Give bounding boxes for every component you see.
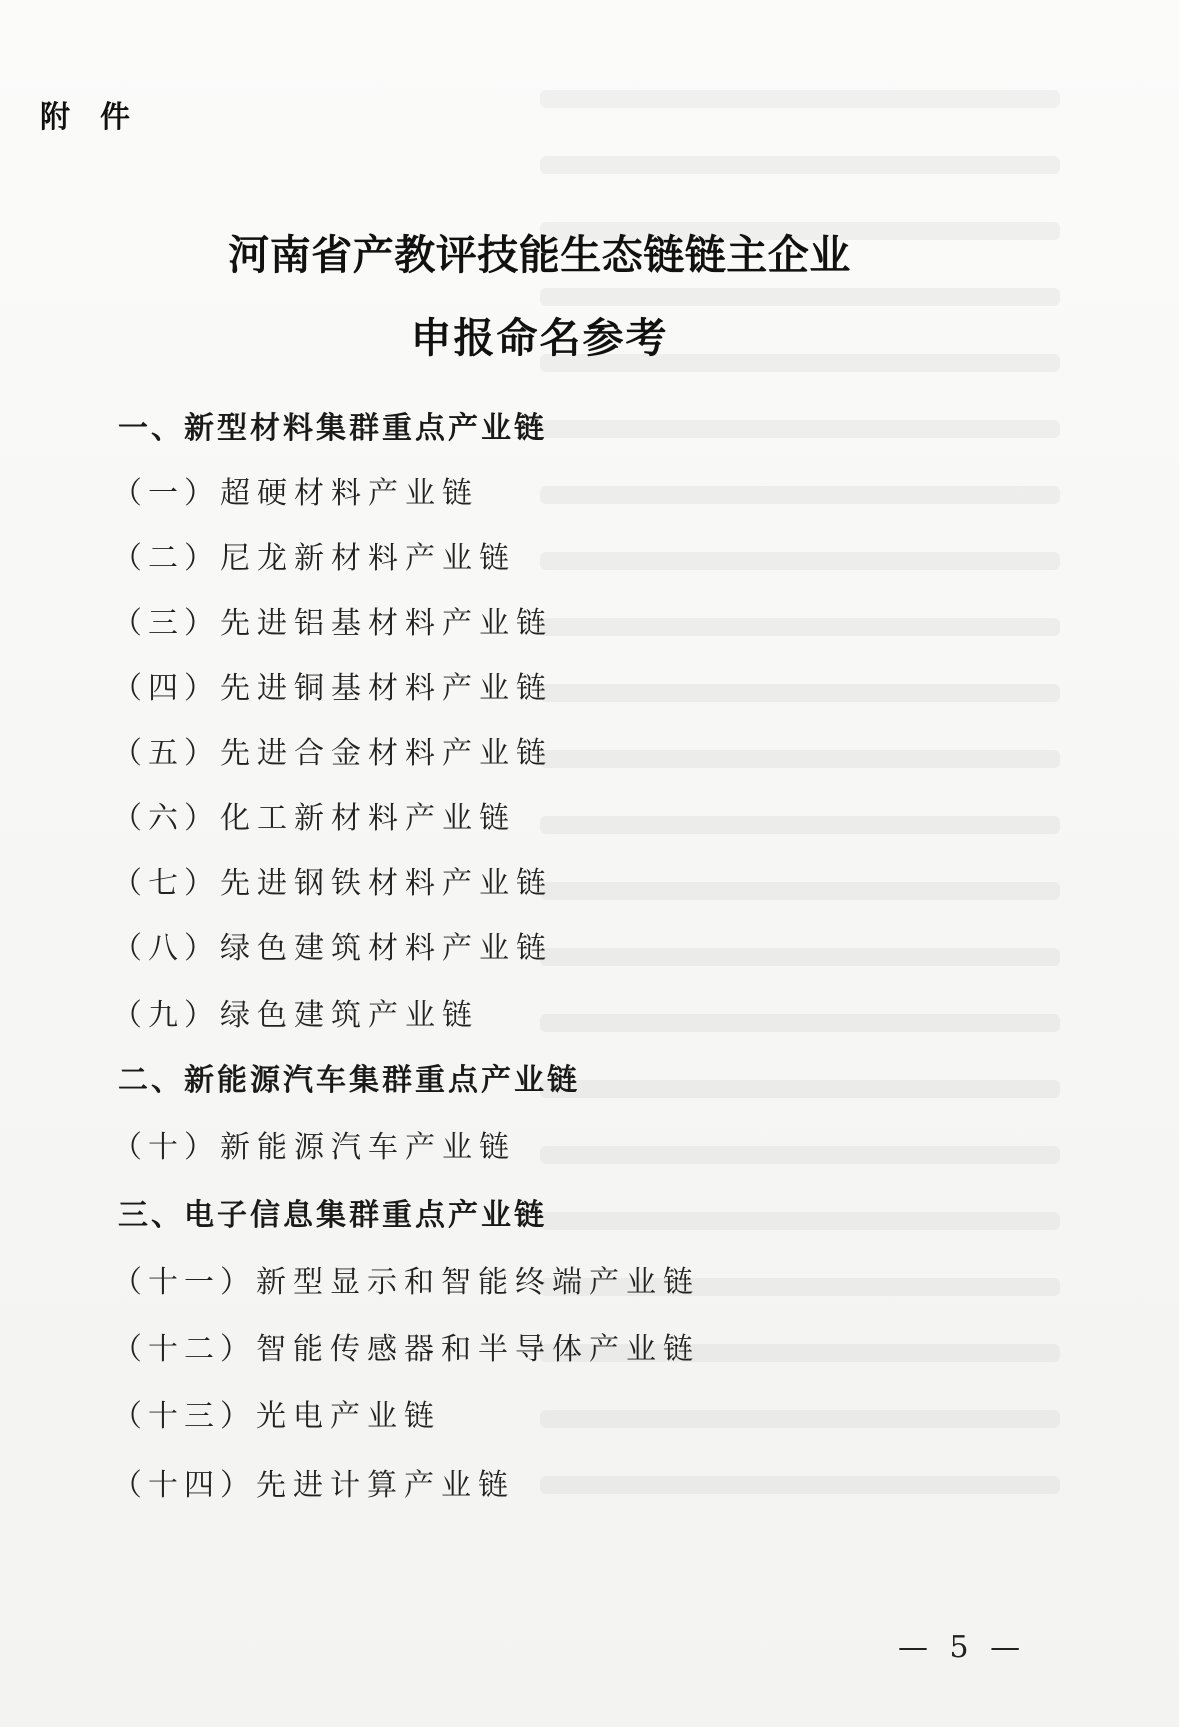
list-item-number: （十） — [112, 1130, 220, 1165]
list-item-text: 智能传感器和半导体产业链 — [256, 1332, 700, 1367]
list-item-text: 先进铝基材料产业链 — [220, 606, 553, 641]
list-item-text: 新型显示和智能终端产业链 — [256, 1265, 700, 1300]
list-item-number: （十三） — [112, 1399, 256, 1434]
list-item — [112, 990, 479, 1034]
list-item — [112, 1257, 700, 1301]
list-item-text: 化工新材料产业链 — [220, 801, 516, 836]
list-item-text: 先进计算产业链 — [256, 1468, 515, 1503]
list-item-text: 新能源汽车产业链 — [220, 1130, 516, 1165]
list-item-text: 先进合金材料产业链 — [220, 736, 553, 771]
list-item-number: （五） — [112, 736, 220, 771]
list-item-text: 尼龙新材料产业链 — [220, 541, 516, 576]
list-item-text: 超硬材料产业链 — [220, 476, 479, 511]
document-title-line-1: 河南省产教评技能生态链链主企业 — [228, 231, 851, 279]
list-item — [112, 1391, 441, 1435]
list-item — [112, 1324, 700, 1368]
attachment-label: 附件 — [40, 100, 160, 135]
list-item — [112, 598, 553, 642]
list-item-number: （七） — [112, 866, 220, 901]
list-item — [112, 858, 553, 902]
list-item-number: （十一） — [112, 1265, 256, 1300]
list-item-text: 绿色建筑产业链 — [220, 998, 479, 1033]
section-heading: 一、新型材料集群重点产业链 — [118, 411, 547, 446]
list-item — [112, 1460, 515, 1504]
list-item — [112, 468, 479, 512]
list-item — [112, 923, 553, 967]
section-heading: 二、新能源汽车集群重点产业链 — [118, 1063, 580, 1098]
list-item — [112, 1122, 516, 1166]
list-item — [112, 728, 553, 772]
list-item-number: （二） — [112, 541, 220, 576]
page-number: — 5 — — [898, 1630, 1027, 1665]
list-item-number: （四） — [112, 671, 220, 706]
list-item — [112, 663, 553, 707]
list-item-text: 绿色建筑材料产业链 — [220, 931, 553, 966]
list-item-number: （九） — [112, 998, 220, 1033]
list-item-number: （六） — [112, 801, 220, 836]
list-item-text: 光电产业链 — [256, 1399, 441, 1434]
list-item-number: （三） — [112, 606, 220, 641]
list-item — [112, 533, 516, 577]
list-item-number: （一） — [112, 476, 220, 511]
list-item — [112, 793, 516, 837]
list-item-text: 先进钢铁材料产业链 — [220, 866, 553, 901]
list-item-number: （十四） — [112, 1468, 256, 1503]
section-heading: 三、电子信息集群重点产业链 — [118, 1198, 547, 1233]
list-item-text: 先进铜基材料产业链 — [220, 671, 553, 706]
list-item-number: （八） — [112, 931, 220, 966]
document-title-line-2: 申报命名参考 — [410, 314, 669, 362]
list-item-number: （十二） — [112, 1332, 256, 1367]
